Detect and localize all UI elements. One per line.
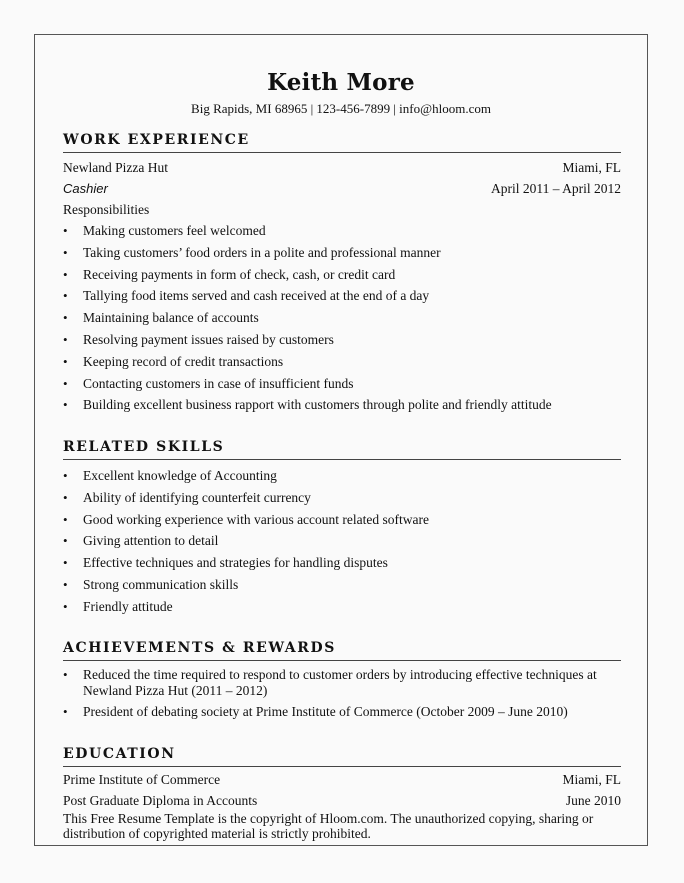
contact-line: Big Rapids, MI 68965 | 123-456-7899 | info@hloom.com	[191, 101, 491, 116]
resume-header	[35, 35, 647, 117]
work-experience-section	[63, 131, 621, 416]
achievements-list	[63, 667, 621, 723]
responsibilities-list	[63, 220, 621, 416]
list-item: • President of debating society at Prime Institute of Commerce (October 2009 – June 2010)	[63, 701, 621, 723]
related-skills-section	[63, 438, 621, 618]
degree-name: Post Graduate Diploma in Accounts	[63, 793, 258, 808]
section-title-achievements: ACHIEVEMENTS & REWARDS	[63, 639, 621, 661]
school-name: Prime Institute of Commerce	[63, 772, 221, 787]
list-item: • Strong communication skills	[63, 574, 621, 596]
employer-location: Miami, FL	[562, 160, 621, 175]
list-item: • Receiving payments in form of check, cash, or credit card	[63, 264, 621, 286]
school-location: Miami, FL	[562, 772, 621, 787]
list-item: • Friendly attitude	[63, 596, 621, 618]
employer-name: Newland Pizza Hut	[63, 160, 168, 175]
list-item: • Good working experience with various account related software	[63, 509, 621, 531]
list-item: • Building excellent business rapport with customers through polite and friendly attitude	[63, 394, 621, 416]
candidate-name: Keith More	[267, 69, 415, 96]
list-item: • Contacting customers in case of insufficient funds	[63, 373, 621, 395]
degree-row	[63, 790, 621, 811]
list-item: • Keeping record of credit transactions	[63, 351, 621, 373]
list-item: • Reduced the time required to respond to customer orders by introducing effective techniques at Newland Pizza Hut (2011 – 2012)	[63, 667, 621, 698]
list-item: • Making customers feel welcomed	[63, 220, 621, 242]
education-section	[63, 745, 621, 841]
list-item: • Ability of identifying counterfeit currency	[63, 487, 621, 509]
copyright-note: This Free Resume Template is the copyright of Hloom.com. The unauthorized copying, sharing or distribution of copyrighted material is strictly prohibited.	[63, 811, 594, 841]
skills-list	[63, 465, 621, 618]
degree-date: June 2010	[565, 793, 621, 808]
list-item: • Excellent knowledge of Accounting	[63, 465, 621, 487]
section-title-related-skills: RELATED SKILLS	[63, 438, 621, 460]
employer-row	[63, 157, 621, 178]
section-title-education: EDUCATION	[63, 745, 621, 767]
job-title: Cashier	[63, 181, 108, 196]
role-row	[63, 178, 621, 199]
achievements-section	[63, 639, 621, 723]
list-item: • Resolving payment issues raised by customers	[63, 329, 621, 351]
responsibilities-label: Responsibilities	[63, 202, 150, 217]
resume-page	[34, 34, 648, 846]
job-dates: April 2011 – April 2012	[491, 181, 621, 196]
school-row	[63, 769, 621, 790]
list-item: • Tallying food items served and cash received at the end of a day	[63, 285, 621, 307]
list-item: • Taking customers’ food orders in a polite and professional manner	[63, 242, 621, 264]
list-item: • Maintaining balance of accounts	[63, 307, 621, 329]
section-title-work-experience: WORK EXPERIENCE	[63, 131, 621, 153]
list-item: • Giving attention to detail	[63, 530, 621, 552]
list-item: • Effective techniques and strategies for handling disputes	[63, 552, 621, 574]
